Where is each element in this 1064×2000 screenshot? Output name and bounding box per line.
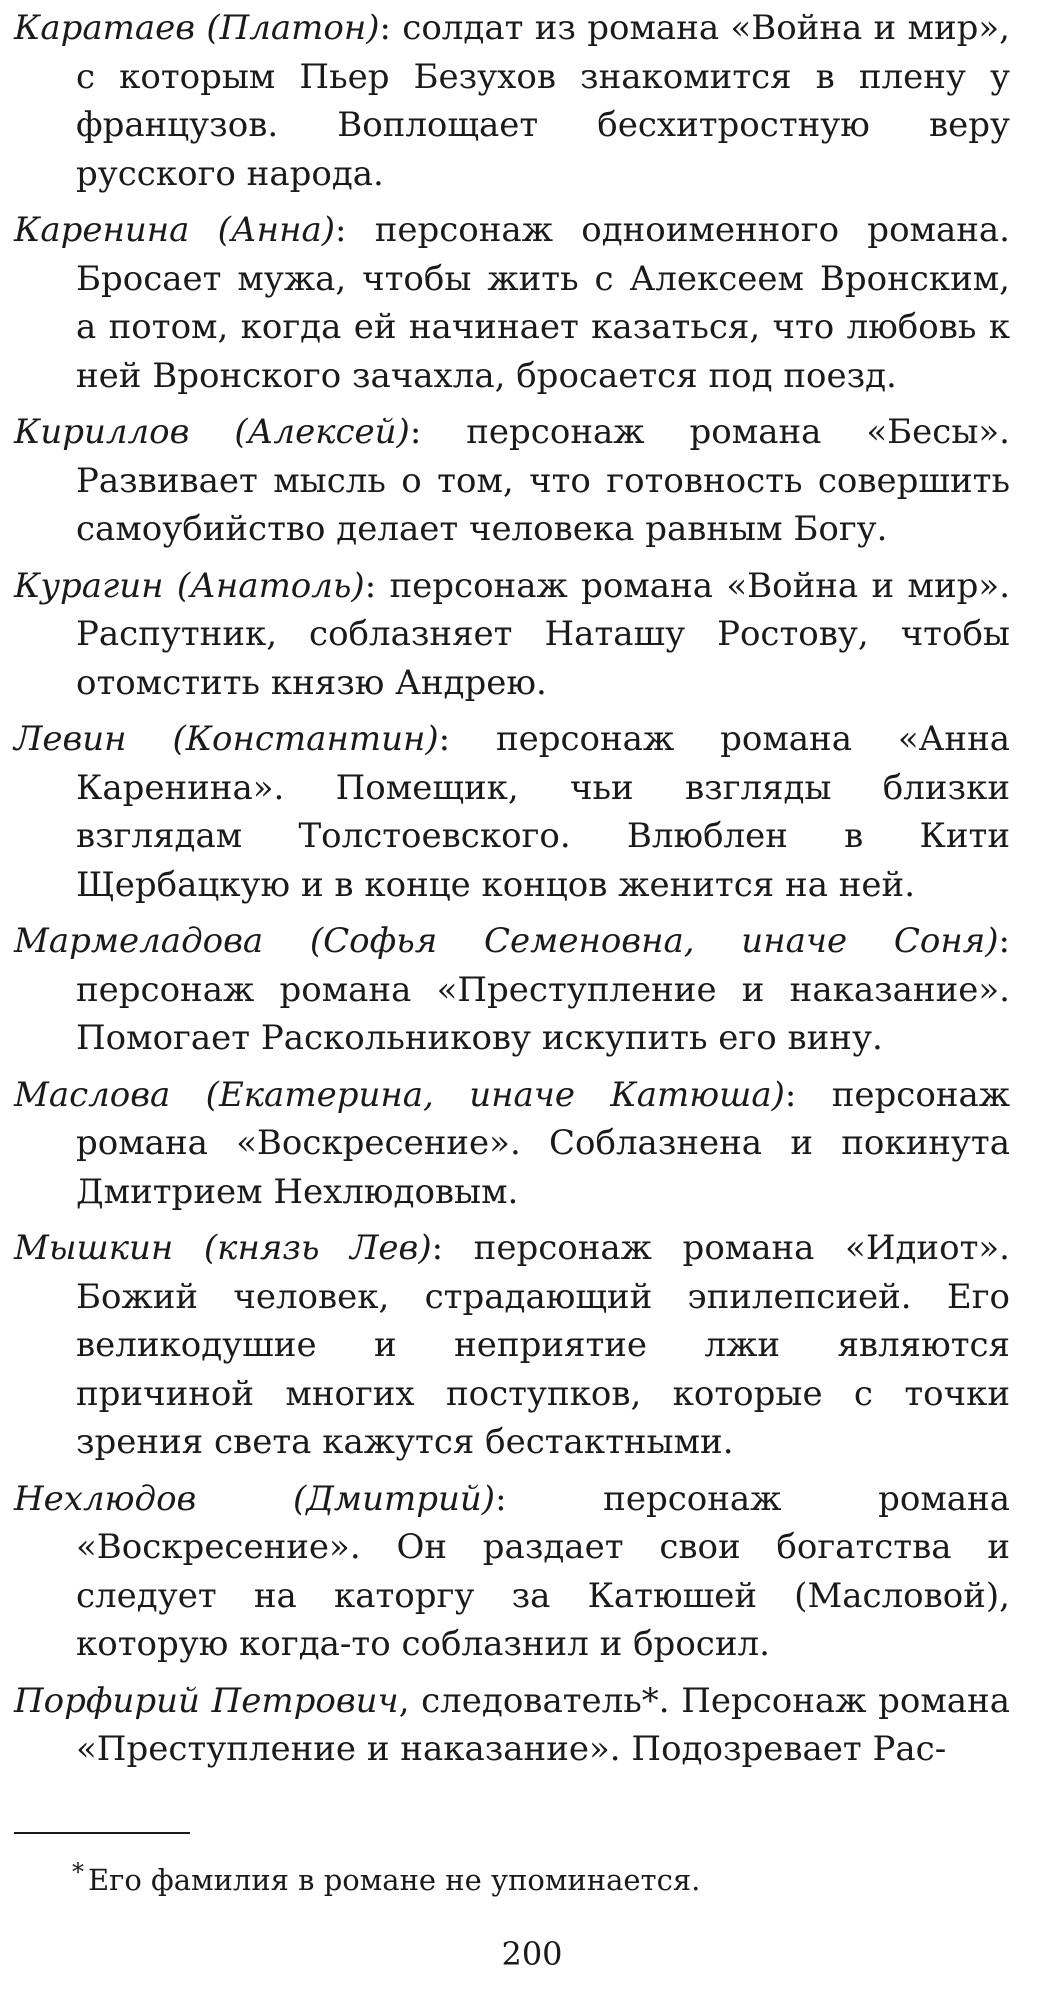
entry-text: : персонаж романа «Воскресение». Соблазнена и покинута Дмитрием Нехлюдовым. bbox=[76, 1074, 1010, 1212]
entry-term: Левин (Константин) bbox=[14, 719, 439, 759]
entry-text: , следователь*. Персонаж романа «Преступление и наказание». Подозревает Рас- bbox=[76, 1680, 1010, 1769]
entry-text: : персонаж одноименного романа. Бросает мужа, чтобы жить с Алексеем Вронским, а потом, когда ей начинает казаться, что любовь к ней Вронского зачахла, бросается под поезд. bbox=[76, 210, 1010, 396]
glossary-entry bbox=[14, 917, 1010, 1063]
entry-text: : персонаж романа «Воскресение». Он раздает свои богатства и следует на каторгу за Катюшей (Масловой), которую когда-то соблазнил и бросил. bbox=[76, 1478, 1010, 1664]
entry-term: Маслова (Екатерина, иначе Катюша) bbox=[14, 1074, 785, 1115]
entry-term: Мышкин (князь Лев) bbox=[14, 1228, 432, 1268]
glossary-entry bbox=[14, 206, 1010, 400]
footnote-text: Его фамилия в романе не упоминается. bbox=[88, 1863, 701, 1897]
entry-text: : персонаж романа «Анна Каренина». Помещик, чьи взгляды близки взглядам Толстоевского. Влюблен в Кити Щербацкую и в конце концов женится на ней. bbox=[76, 719, 1010, 905]
entry-text: : персонаж романа «Идиот». Божий человек, страдающий эпилепсией. Его великодушие и неприятие лжи являются причиной многих поступков, которые с точки зрения света кажутся бестактными. bbox=[76, 1228, 1010, 1462]
glossary-entry bbox=[14, 1071, 1010, 1217]
glossary-entry bbox=[14, 1224, 1010, 1467]
footnote-mark: * bbox=[72, 1858, 84, 1886]
entry-text: : солдат из романа «Война и мир», с которым Пьер Безухов знакомится в плену у французов. Воплощает бесхитростную веру русского народа. bbox=[76, 8, 1010, 194]
entry-text: : персонаж романа «Война и мир». Распутник, соблазняет Наташу Ростову, чтобы отомстить князю Андрею. bbox=[76, 565, 1010, 703]
entry-term: Каратаев (Платон) bbox=[14, 8, 380, 48]
footnote bbox=[72, 1852, 700, 1900]
entry-term: Каренина (Анна) bbox=[14, 210, 336, 250]
glossary-entry bbox=[14, 1677, 1010, 1774]
page-number: 200 bbox=[501, 1935, 563, 1973]
glossary-entry bbox=[14, 715, 1010, 909]
entry-term: Кириллов (Алексей) bbox=[14, 412, 410, 452]
glossary-entry bbox=[14, 4, 1010, 198]
glossary-entry bbox=[14, 562, 1010, 708]
footnote-divider bbox=[14, 1832, 190, 1834]
entry-text: : персонаж романа «Бесы». Развивает мысль о том, что готовность совершить самоубийство делает человека равным Богу. bbox=[76, 412, 1010, 549]
glossary-entry bbox=[14, 1475, 1010, 1669]
book-page bbox=[14, 0, 1010, 2000]
entry-text: : персонаж романа «Преступление и наказание». Помогает Раскольникову искупить его вину. bbox=[76, 921, 1010, 1058]
entry-term: Мармеладова (Софья Семеновна, иначе Соня) bbox=[14, 921, 999, 961]
glossary-entries bbox=[14, 4, 1010, 1782]
entry-term: Курагин (Анатоль) bbox=[14, 565, 365, 606]
entry-term: Нехлюдов (Дмитрий) bbox=[14, 1478, 496, 1519]
glossary-entry bbox=[14, 408, 1010, 554]
entry-term: Порфирий Петрович bbox=[14, 1680, 399, 1721]
